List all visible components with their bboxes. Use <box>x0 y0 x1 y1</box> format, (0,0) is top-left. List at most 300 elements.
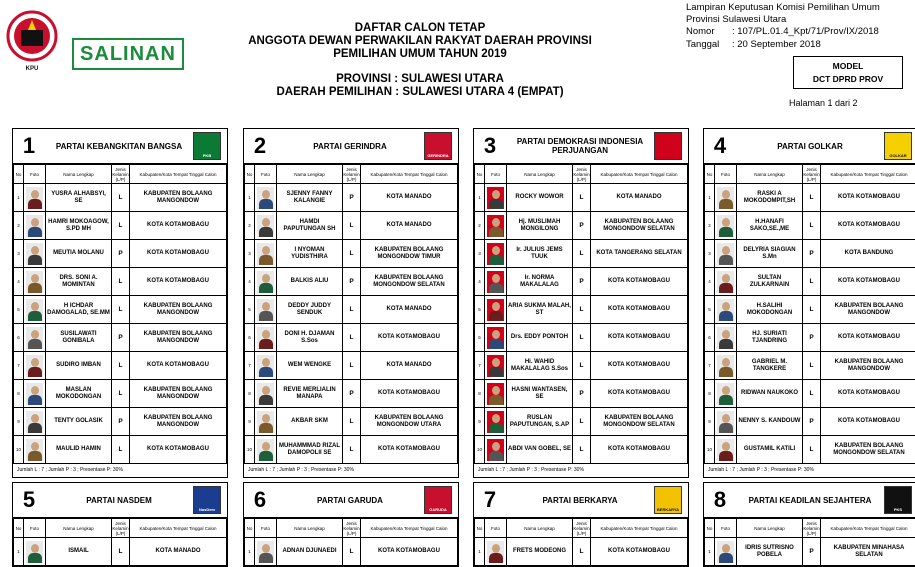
photo-head <box>31 274 39 283</box>
photo-head <box>262 414 270 423</box>
column-header-jk: Jenis Kelamin (L/P) <box>343 519 361 538</box>
photo-body <box>28 553 42 563</box>
candidate-residence: KOTA MANADO <box>361 184 458 212</box>
column-header-nama: Nama Lengkap <box>277 519 343 538</box>
candidate-number: 9 <box>475 408 485 436</box>
party-logo-icon <box>654 132 682 160</box>
candidate-photo <box>487 187 504 209</box>
photo-body <box>28 367 42 377</box>
column-header-jk: Jenis Kelamin (L/P) <box>343 165 361 184</box>
candidate-photo-cell <box>715 538 737 566</box>
party-number: 2 <box>244 133 276 159</box>
candidate-row <box>475 408 688 436</box>
candidate-name: GUSTAMIL KATILI <box>737 436 803 464</box>
candidate-gender: L <box>343 212 361 240</box>
candidate-gender: P <box>573 268 591 296</box>
candidate-number: 10 <box>14 436 24 464</box>
candidate-number: 2 <box>705 212 715 240</box>
candidate-photo <box>717 271 734 293</box>
kpu-logo <box>6 8 58 80</box>
candidate-number: 8 <box>14 380 24 408</box>
candidate-row <box>245 184 458 212</box>
candidate-row <box>245 268 458 296</box>
party-logo-icon <box>884 132 912 160</box>
photo-body <box>28 395 42 405</box>
candidate-number: 7 <box>475 352 485 380</box>
photo-head <box>262 330 270 339</box>
photo-body <box>28 283 42 293</box>
candidate-number: 6 <box>475 324 485 352</box>
candidate-photo-cell <box>255 324 277 352</box>
candidate-number: 3 <box>245 240 255 268</box>
candidate-residence: KABUPATEN BOLAANG MONGONDOW UTARA <box>361 408 458 436</box>
candidate-number: 7 <box>705 352 715 380</box>
table-header-row <box>245 165 458 184</box>
candidate-residence: KOTA KOTAMOBAGU <box>821 324 915 352</box>
table-header-row <box>14 519 227 538</box>
party-header <box>474 483 688 518</box>
candidate-row <box>475 380 688 408</box>
candidate-number: 6 <box>245 324 255 352</box>
column-header-kab: Kabupaten/Kota Tempat Tinggal Calon <box>591 519 688 538</box>
candidate-name: H.HANAFI SAKO,SE.,ME <box>737 212 803 240</box>
party-panel-4 <box>703 128 915 478</box>
candidate-number: 8 <box>245 380 255 408</box>
party-logo-icon <box>193 486 221 514</box>
candidate-table <box>13 164 227 464</box>
candidate-gender: L <box>803 184 821 212</box>
candidate-photo <box>257 243 274 265</box>
candidate-table <box>13 518 227 566</box>
column-header-no: No <box>14 165 24 184</box>
candidate-name: SUDIRO IMBAN <box>46 352 112 380</box>
candidate-photo <box>26 439 43 461</box>
photo-head <box>262 358 270 367</box>
photo-body <box>719 227 733 237</box>
candidate-number: 4 <box>14 268 24 296</box>
party-header <box>244 129 458 164</box>
photo-body <box>259 553 273 563</box>
column-header-kab: Kabupaten/Kota Tempat Tinggal Calon <box>130 519 227 538</box>
column-header-jk: Jenis Kelamin (L/P) <box>112 165 130 184</box>
candidate-row <box>14 408 227 436</box>
candidate-number: 9 <box>245 408 255 436</box>
candidate-photo-cell <box>485 408 507 436</box>
candidate-number: 5 <box>14 296 24 324</box>
candidate-name: SULTAN ZULKARNAIN <box>737 268 803 296</box>
candidate-photo <box>257 411 274 433</box>
candidate-number: 1 <box>475 538 485 566</box>
photo-body <box>259 423 273 433</box>
candidate-photo-cell <box>255 408 277 436</box>
candidate-photo-cell <box>255 296 277 324</box>
candidate-row <box>705 538 915 566</box>
photo-body <box>259 395 273 405</box>
candidate-row <box>245 240 458 268</box>
column-header-jk: Jenis Kelamin (L/P) <box>112 519 130 538</box>
candidate-residence: KOTA KOTAMOBAGU <box>821 212 915 240</box>
candidate-gender: L <box>112 268 130 296</box>
photo-body <box>28 199 42 209</box>
candidate-gender: P <box>112 408 130 436</box>
candidate-name: HASNI WANTASEN, SE <box>507 380 573 408</box>
candidate-table <box>474 518 688 566</box>
candidate-residence: KABUPATEN BOLAANG MONGONDOW SELATAN <box>821 436 915 464</box>
candidate-name: WEM WENGKE <box>277 352 343 380</box>
candidate-photo <box>717 243 734 265</box>
column-header-foto: Foto <box>255 519 277 538</box>
photo-body <box>719 367 733 377</box>
candidate-row <box>14 380 227 408</box>
candidate-number: 3 <box>475 240 485 268</box>
candidate-photo <box>257 215 274 237</box>
photo-head <box>262 274 270 283</box>
lampiran-line-1: Lampiran Keputusan Komisi Pemilihan Umum <box>686 2 880 14</box>
tanggal-label: Tanggal <box>686 39 732 51</box>
candidate-row <box>14 240 227 268</box>
photo-head <box>31 302 39 311</box>
photo-head <box>31 358 39 367</box>
candidate-residence: KABUPATEN BOLAANG MONGONDOW TIMUR <box>361 240 458 268</box>
column-header-foto: Foto <box>24 165 46 184</box>
candidate-photo-cell <box>715 268 737 296</box>
candidate-photo-cell <box>485 268 507 296</box>
photo-head <box>31 190 39 199</box>
party-panel-8 <box>703 482 915 567</box>
photo-head <box>722 330 730 339</box>
party-logo-text: PKB <box>194 153 220 158</box>
candidate-photo-cell <box>255 268 277 296</box>
candidate-residence: KOTA MANADO <box>361 212 458 240</box>
candidate-photo-cell <box>24 296 46 324</box>
candidate-residence: KABUPATEN BOLAANG MANGONDOW <box>130 380 227 408</box>
candidate-number: 1 <box>14 538 24 566</box>
candidate-residence: KOTA KOTAMOBAGU <box>591 538 688 566</box>
candidate-row <box>705 240 915 268</box>
column-header-kab: Kabupaten/Kota Tempat Tinggal Calon <box>821 519 915 538</box>
candidate-number: 2 <box>475 212 485 240</box>
photo-head <box>722 386 730 395</box>
candidate-number: 5 <box>245 296 255 324</box>
candidate-gender: L <box>803 436 821 464</box>
candidate-row <box>705 436 915 464</box>
candidate-row <box>14 538 227 566</box>
table-header-row <box>705 519 915 538</box>
party-name: PARTAI BERKARYA <box>506 496 654 505</box>
candidate-gender: L <box>803 268 821 296</box>
candidate-residence: KOTA KOTAMOBAGU <box>591 436 688 464</box>
candidate-number: 1 <box>475 184 485 212</box>
candidate-name: RASKI A MOKODOMPIT,SH <box>737 184 803 212</box>
candidate-gender: P <box>343 380 361 408</box>
column-header-kab: Kabupaten/Kota Tempat Tinggal Calon <box>591 165 688 184</box>
candidate-gender: L <box>343 408 361 436</box>
photo-body <box>28 255 42 265</box>
model-box <box>793 56 903 89</box>
photo-head <box>722 358 730 367</box>
candidate-photo-cell <box>255 436 277 464</box>
candidate-photo <box>717 355 734 377</box>
candidate-number: 3 <box>14 240 24 268</box>
photo-body <box>489 395 503 405</box>
candidate-gender: L <box>112 212 130 240</box>
candidate-gender: L <box>343 352 361 380</box>
candidate-residence: KABUPATEN BOLAANG MONGONDOW SELATAN <box>361 268 458 296</box>
candidate-photo-cell <box>24 324 46 352</box>
party-header <box>13 483 227 518</box>
candidate-photo <box>487 439 504 461</box>
candidate-number: 10 <box>245 436 255 464</box>
photo-head <box>722 218 730 227</box>
candidate-number: 4 <box>245 268 255 296</box>
candidate-residence: KOTA TANGERANG SELATAN <box>591 240 688 268</box>
candidate-gender: L <box>112 296 130 324</box>
photo-head <box>722 302 730 311</box>
photo-body <box>28 227 42 237</box>
photo-head <box>492 442 500 451</box>
candidate-photo <box>717 411 734 433</box>
candidate-row <box>475 184 688 212</box>
candidate-photo-cell <box>255 212 277 240</box>
candidate-name: DEDDY JUDDY SENDUK <box>277 296 343 324</box>
party-name: PARTAI GOLKAR <box>736 142 884 151</box>
photo-body <box>489 367 503 377</box>
candidate-name: HJ. SURIATI TJANDRING <box>737 324 803 352</box>
candidate-residence: KOTA KOTAMOBAGU <box>591 324 688 352</box>
party-logo-icon <box>424 486 452 514</box>
party-number: 6 <box>244 487 276 513</box>
candidate-residence: KOTA KOTAMOBAGU <box>591 296 688 324</box>
model-line-2: DCT DPRD PROV <box>794 73 902 86</box>
column-header-no: No <box>245 165 255 184</box>
party-panel-7 <box>473 482 689 567</box>
candidate-photo <box>487 383 504 405</box>
candidate-gender: L <box>343 538 361 566</box>
photo-body <box>719 423 733 433</box>
candidate-number: 8 <box>705 380 715 408</box>
party-header <box>704 129 915 164</box>
candidate-number: 3 <box>705 240 715 268</box>
table-header-row <box>245 519 458 538</box>
candidate-residence: KABUPATEN BOLAANG MANGONDOW <box>130 184 227 212</box>
column-header-kab: Kabupaten/Kota Tempat Tinggal Calon <box>361 165 458 184</box>
candidate-gender: L <box>112 380 130 408</box>
candidate-photo-cell <box>24 268 46 296</box>
photo-head <box>262 218 270 227</box>
candidate-residence: KABUPATEN BOLAANG MONGONDOW SELATAN <box>591 212 688 240</box>
candidate-photo <box>717 299 734 321</box>
party-number: 8 <box>704 487 736 513</box>
candidate-residence: KOTA KOTAMOBAGU <box>591 380 688 408</box>
photo-head <box>722 442 730 451</box>
candidate-name: ISMAIL <box>46 538 112 566</box>
candidate-gender: L <box>803 296 821 324</box>
candidate-name: H.SALIHI MOKODONGAN <box>737 296 803 324</box>
candidate-table <box>704 164 915 464</box>
column-header-no: No <box>705 165 715 184</box>
candidate-photo <box>487 541 504 563</box>
candidate-row <box>14 436 227 464</box>
candidate-gender: P <box>803 324 821 352</box>
candidate-number: 4 <box>705 268 715 296</box>
candidate-photo <box>26 271 43 293</box>
candidate-gender: P <box>112 324 130 352</box>
column-header-jk: Jenis Kelamin (L/P) <box>803 165 821 184</box>
candidate-row <box>245 538 458 566</box>
photo-body <box>259 227 273 237</box>
candidate-name: Ir. NORMA MAKALALAG <box>507 268 573 296</box>
heading-line-3: PEMILIHAN UMUM TAHUN 2019 <box>240 48 600 61</box>
candidate-residence: KABUPATEN BOLAANG MANGONDOW <box>821 352 915 380</box>
candidate-name: MASLAN MOKODONGAN <box>46 380 112 408</box>
photo-body <box>489 339 503 349</box>
photo-body <box>28 311 42 321</box>
candidate-photo-cell <box>715 436 737 464</box>
photo-head <box>492 544 500 553</box>
candidate-row <box>14 268 227 296</box>
candidate-name: I NYOMAN YUDISTHIRA <box>277 240 343 268</box>
candidate-row <box>705 268 915 296</box>
column-header-foto: Foto <box>715 165 737 184</box>
candidate-photo-cell <box>715 296 737 324</box>
party-name: PARTAI KEBANGKITAN BANGSA <box>45 142 193 151</box>
photo-head <box>492 246 500 255</box>
photo-head <box>262 246 270 255</box>
candidate-photo <box>257 439 274 461</box>
candidate-name: REVIE MERLIALIN MANAPA <box>277 380 343 408</box>
candidate-number: 2 <box>14 212 24 240</box>
candidate-photo <box>26 411 43 433</box>
photo-body <box>259 199 273 209</box>
candidate-photo <box>487 355 504 377</box>
candidate-photo-cell <box>485 296 507 324</box>
photo-body <box>719 255 733 265</box>
photo-head <box>722 414 730 423</box>
photo-head <box>262 386 270 395</box>
candidate-photo-cell <box>715 408 737 436</box>
lampiran-line-2: Provinsi Sulawesi Utara <box>686 14 880 26</box>
candidate-residence: KOTA KOTAMOBAGU <box>130 268 227 296</box>
party-summary: Jumlah L : 7 ; Jumlah P : 3 ; Presentase P: 30% <box>13 464 227 477</box>
column-header-kab: Kabupaten/Kota Tempat Tinggal Calon <box>361 519 458 538</box>
candidate-photo-cell <box>485 240 507 268</box>
candidate-name: GABRIEL M. TANGKERE <box>737 352 803 380</box>
candidate-photo <box>717 541 734 563</box>
candidate-photo-cell <box>24 212 46 240</box>
candidate-residence: KABUPATEN BOLAANG MANGONDOW <box>821 296 915 324</box>
candidate-row <box>475 352 688 380</box>
photo-body <box>259 339 273 349</box>
column-header-kab: Kabupaten/Kota Tempat Tinggal Calon <box>130 165 227 184</box>
candidate-photo-cell <box>715 324 737 352</box>
party-name: PARTAI KEADILAN SEJAHTERA <box>736 496 884 505</box>
candidate-photo <box>26 327 43 349</box>
candidate-name: MAULID HAMIN <box>46 436 112 464</box>
party-panel-2 <box>243 128 459 478</box>
candidate-name: IDRIS SUTRISNO POBELA <box>737 538 803 566</box>
candidate-residence: KABUPATEN BOLAANG MANGONDOW <box>130 324 227 352</box>
photo-body <box>259 255 273 265</box>
candidate-number: 6 <box>705 324 715 352</box>
candidate-photo-cell <box>24 538 46 566</box>
candidate-photo-cell <box>255 240 277 268</box>
candidate-photo <box>26 355 43 377</box>
candidate-gender: L <box>112 436 130 464</box>
party-number: 7 <box>474 487 506 513</box>
photo-body <box>489 423 503 433</box>
photo-head <box>722 246 730 255</box>
candidate-name: ARIA SUKMA MALAH, ST <box>507 296 573 324</box>
svg-text:KPU: KPU <box>26 66 39 72</box>
candidate-name: RIDWAN NAUKOKO <box>737 380 803 408</box>
candidate-row <box>14 212 227 240</box>
candidate-number: 9 <box>705 408 715 436</box>
candidate-row <box>14 352 227 380</box>
candidate-row <box>705 296 915 324</box>
photo-body <box>259 367 273 377</box>
photo-body <box>719 395 733 405</box>
candidate-row <box>475 268 688 296</box>
candidate-gender: L <box>573 240 591 268</box>
candidate-name: SUSILAWATI GONIBALA <box>46 324 112 352</box>
candidate-gender: L <box>343 324 361 352</box>
candidate-row <box>14 324 227 352</box>
photo-head <box>492 218 500 227</box>
photo-body <box>719 553 733 563</box>
photo-body <box>259 451 273 461</box>
column-header-jk: Jenis Kelamin (L/P) <box>573 519 591 538</box>
candidate-gender: L <box>112 538 130 566</box>
candidate-photo-cell <box>24 436 46 464</box>
candidate-photo-cell <box>485 380 507 408</box>
candidate-photo <box>487 243 504 265</box>
candidate-number: 10 <box>705 436 715 464</box>
photo-body <box>489 553 503 563</box>
photo-head <box>31 386 39 395</box>
candidate-residence: KOTA KOTAMOBAGU <box>821 184 915 212</box>
party-panel-1 <box>12 128 228 478</box>
candidate-number: 5 <box>475 296 485 324</box>
candidate-photo-cell <box>255 380 277 408</box>
candidate-photo <box>26 215 43 237</box>
candidate-photo <box>257 327 274 349</box>
candidate-name: AKBAR SKM <box>277 408 343 436</box>
candidate-residence: KOTA KOTAMOBAGU <box>361 436 458 464</box>
candidate-photo-cell <box>255 352 277 380</box>
candidate-photo <box>26 187 43 209</box>
candidate-row <box>245 212 458 240</box>
photo-body <box>489 451 503 461</box>
photo-body <box>489 255 503 265</box>
photo-head <box>492 414 500 423</box>
candidate-photo-cell <box>715 380 737 408</box>
candidate-row <box>245 324 458 352</box>
photo-head <box>31 414 39 423</box>
candidate-name: NENNY S. KANDOUW <box>737 408 803 436</box>
candidate-photo-cell <box>715 240 737 268</box>
column-header-jk: Jenis Kelamin (L/P) <box>803 519 821 538</box>
candidate-row <box>475 436 688 464</box>
candidate-gender: L <box>573 352 591 380</box>
candidate-gender: L <box>803 212 821 240</box>
candidate-row <box>475 296 688 324</box>
photo-head <box>492 302 500 311</box>
photo-body <box>719 451 733 461</box>
candidate-photo-cell <box>24 408 46 436</box>
party-summary: Jumlah L : 7 ; Jumlah P : 3 ; Presentase P: 30% <box>474 464 688 477</box>
candidate-name: SJENNY FANNY KALANGIE <box>277 184 343 212</box>
photo-head <box>31 218 39 227</box>
